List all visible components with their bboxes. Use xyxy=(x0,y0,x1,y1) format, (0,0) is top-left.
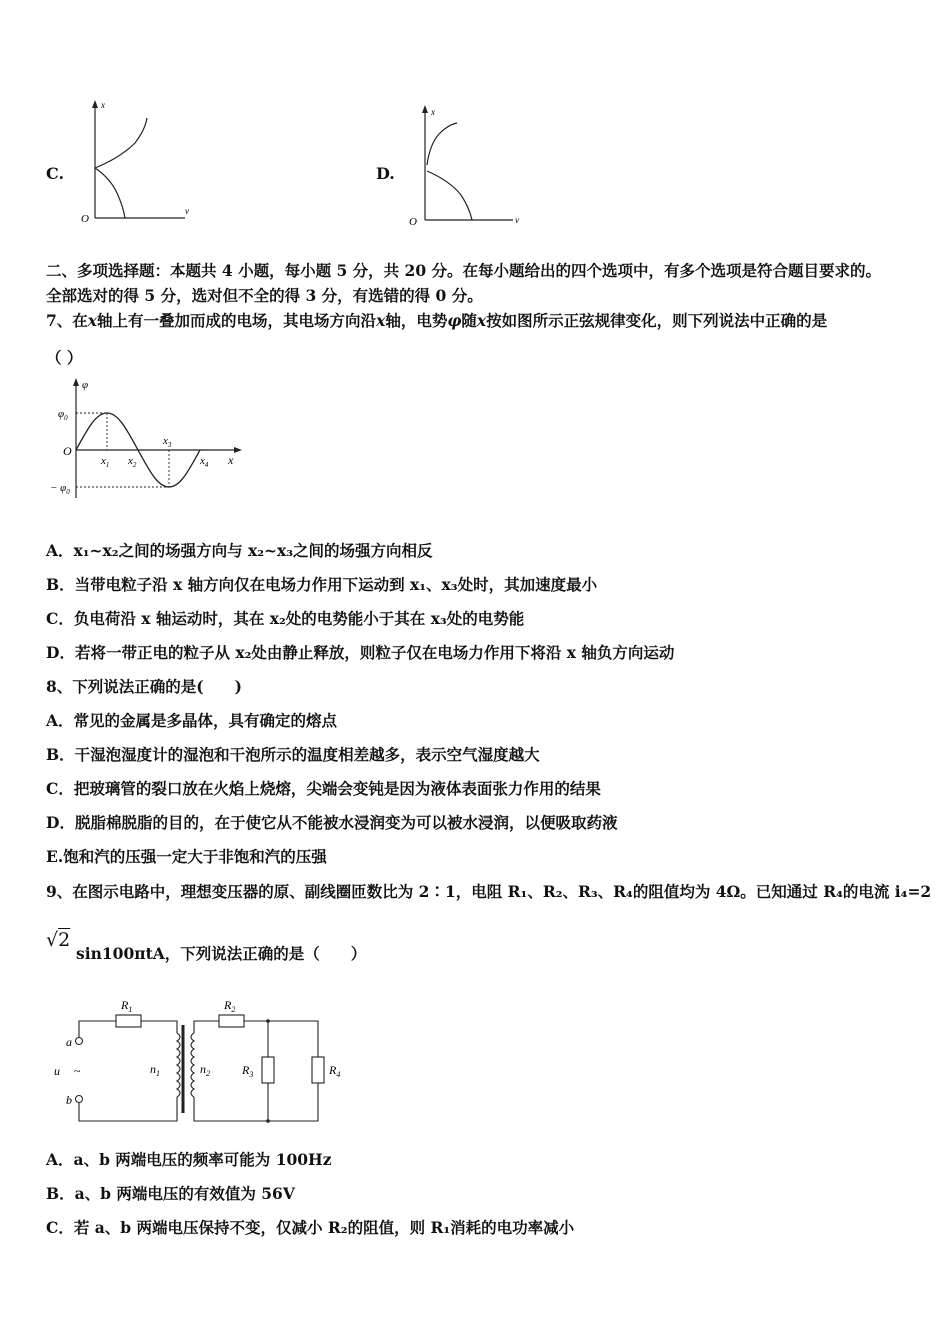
primary-wire-bottom xyxy=(79,1097,177,1121)
terminal-a-label: a xyxy=(66,1035,72,1049)
origin-label: O xyxy=(63,444,72,458)
q7-potential-graph xyxy=(46,376,256,506)
primary-coil xyxy=(177,1033,180,1097)
c-origin-label: O xyxy=(81,213,89,225)
q9-stem-line2: sin100πtA，下列说法正确的是（ ） xyxy=(76,944,367,963)
x3-label: $x_3$ xyxy=(163,435,172,449)
junction-bottom xyxy=(266,1119,270,1123)
curve-lower xyxy=(427,171,472,220)
q7-answer-paren: （ ） xyxy=(46,348,83,367)
phi0-label: $\varphi_0$ xyxy=(58,408,68,422)
resistor-r1 xyxy=(116,1015,141,1027)
q8-option-a[interactable]: A．常见的金属是多晶体，具有确定的熔点 xyxy=(46,711,338,730)
terminal-b xyxy=(76,1096,83,1103)
q9-sqrt2 xyxy=(46,928,70,952)
option-c-label: C. xyxy=(46,164,65,183)
x1-label: $x_1$ xyxy=(101,455,110,469)
y-axis-arrow xyxy=(92,100,98,108)
q9-stem-line1: 9、在图示电路中，理想变压器的原、副线圈匝数比为 2∶1，电阻 R₁、R₂、R₃、R₄的阻值均为 4Ω。已知通过 R₄的电流 i₄=2 xyxy=(46,882,932,901)
q7-option-d[interactable]: D．若将一带正电的粒子从 x₂处由静止释放，则粒子仅在电场力作用下将沿 x 轴负方向运动 xyxy=(46,643,675,662)
q7-stem-prefix: 7、在 xyxy=(46,311,88,330)
d-origin-label: O xyxy=(409,216,417,228)
q7-stem-mid2: 轴，电势 xyxy=(385,311,448,330)
primary-wire-top-right xyxy=(141,1021,177,1033)
q7-x-var: x xyxy=(87,311,98,330)
q7-option-c[interactable]: C．负电荷沿 x 轴运动时，其在 x₂处的电势能小于其在 x₃处的电势能 xyxy=(46,609,525,628)
q9-option-a[interactable]: A．a、b 两端电压的频率可能为 100Hz xyxy=(46,1150,332,1169)
r2-label: $R_2$ xyxy=(224,998,236,1014)
q9-option-c[interactable]: C．若 a、b 两端电压保持不变，仅减小 R₂的阻值，则 R₁消耗的电功率减小 xyxy=(46,1218,575,1237)
curve-upper xyxy=(95,118,147,168)
q7-stem-mid1: 轴上有一叠加而成的电场，其电场方向沿 xyxy=(97,311,377,330)
sqrt-symbol: √ xyxy=(46,929,59,951)
section2-heading-line1: 二、多项选择题：本题共 4 小题，每小题 5 分，共 20 分。在每小题给出的四个选项中，有多个选项是符合题目要求的。 xyxy=(46,261,882,280)
secondary-wire-top-right xyxy=(244,1021,318,1057)
r3-label: $R_3$ xyxy=(242,1063,254,1079)
n2-label: $n_2$ xyxy=(200,1062,210,1078)
c-axis-x-label: v xyxy=(185,206,189,216)
r4-label: $R_4$ xyxy=(329,1063,341,1079)
terminal-b-label: b xyxy=(66,1093,72,1107)
secondary-wire-bottom xyxy=(194,1083,318,1121)
q8-option-b[interactable]: B．干湿泡湿度计的湿泡和干泡所示的温度相差越多，表示空气湿度越大 xyxy=(46,745,540,764)
q7-option-b[interactable]: B．当带电粒子沿 x 轴方向仅在电场力作用下运动到 x₁、x₃处时，其加速度最小 xyxy=(46,575,598,594)
r1-label: $R_1$ xyxy=(121,998,133,1014)
voltage-u-label: u xyxy=(54,1064,60,1078)
q7-stem-mid3: 随 xyxy=(461,311,477,330)
c-axis-y-label: x xyxy=(101,100,105,110)
d-axis-x-label: v xyxy=(515,215,519,225)
primary-wire-top-left xyxy=(79,1021,116,1037)
junction-top xyxy=(266,1019,270,1023)
resistor-r3 xyxy=(262,1057,274,1083)
resistor-r4 xyxy=(312,1057,324,1083)
sqrt-number: 2 xyxy=(58,929,71,951)
q7-x-var: x xyxy=(476,311,487,330)
q7-option-a[interactable]: A．x₁~x₂之间的场强方向与 x₂~x₃之间的场强方向相反 xyxy=(46,541,433,560)
option-c-graph xyxy=(75,98,205,228)
x-axis-arrow xyxy=(234,447,242,453)
phi-axis-label: φ xyxy=(82,379,89,391)
n1-label: $n_1$ xyxy=(150,1062,160,1078)
q7-stem xyxy=(46,311,827,331)
q8-stem: 8、下列说法正确的是( ) xyxy=(46,677,242,696)
x-axis-label: x xyxy=(228,453,234,467)
terminal-a xyxy=(76,1038,83,1045)
curve-lower xyxy=(95,168,125,218)
option-d-graph xyxy=(405,103,535,228)
y-axis-arrow xyxy=(422,105,428,113)
secondary-wire-top-left xyxy=(194,1021,219,1033)
q9-circuit-diagram xyxy=(46,985,356,1125)
q8-option-e[interactable]: E.饱和汽的压强一定大于非饱和汽的压强 xyxy=(46,847,327,866)
ac-tilde-symbol: ~ xyxy=(74,1064,81,1078)
curve-upper xyxy=(427,123,457,165)
x4-label: $x_4$ xyxy=(200,455,209,469)
resistor-r2 xyxy=(219,1015,244,1027)
q8-option-c[interactable]: C．把玻璃管的裂口放在火焰上烧熔，尖端会变钝是因为液体表面张力作用的结果 xyxy=(46,779,601,798)
q8-option-d[interactable]: D．脱脂棉脱脂的目的，在于使它从不能被水浸润变为可以被水浸润，以便吸取药液 xyxy=(46,813,618,832)
neg-phi0-label: − $\varphi_0$ xyxy=(50,482,70,496)
q7-stem-end: 按如图所示正弦规律变化，则下列说法中正确的是 xyxy=(486,311,828,330)
phi-axis-arrow xyxy=(73,378,79,386)
q9-option-b[interactable]: B．a、b 两端电压的有效值为 56V xyxy=(46,1184,295,1203)
q7-phi-var: φ xyxy=(447,311,462,330)
x2-label: $x_2$ xyxy=(128,455,137,469)
option-d-label: D. xyxy=(376,164,395,183)
d-axis-y-label: x xyxy=(431,107,435,117)
q7-x-var: x xyxy=(376,311,386,330)
section2-heading-line2: 全部选对的得 5 分，选对但不全的得 3 分，有选错的得 0 分。 xyxy=(46,286,483,305)
secondary-coil xyxy=(191,1033,194,1097)
